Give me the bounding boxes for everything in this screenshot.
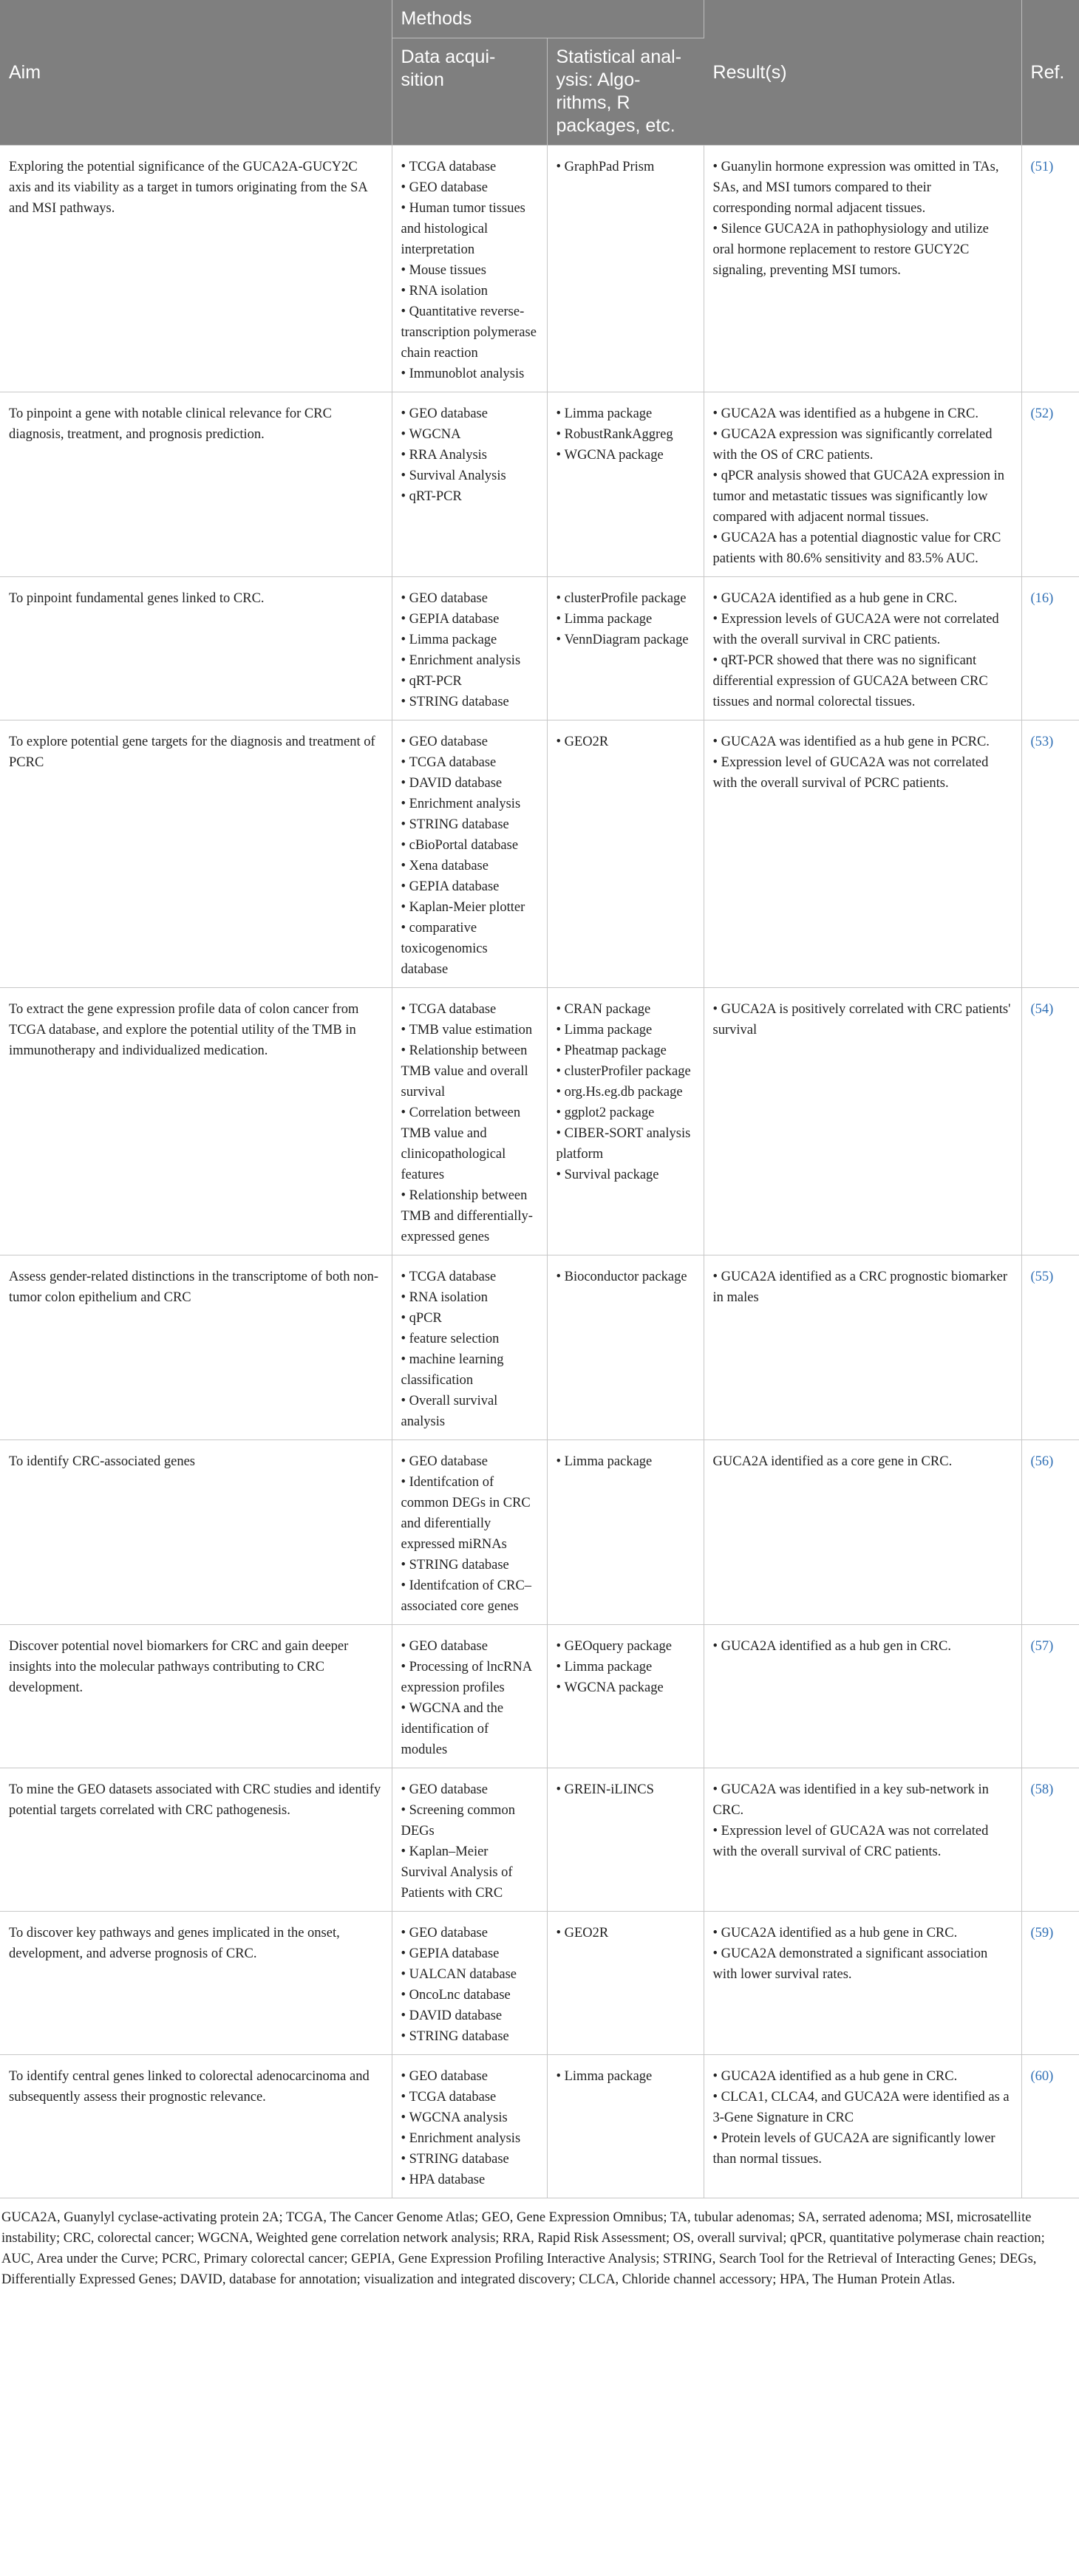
statistical-analysis-header: Statistical anal-ysis: Algo-rithms, R packages, etc. [547,38,704,146]
data-acquisition-item: • GEPIA database [401,876,538,897]
data-acquisition-item: • feature selection [401,1329,538,1349]
reference-cell: (57) [1021,1625,1079,1768]
methods-header: Methods [392,0,704,38]
data-acquisition-item: • Survival Analysis [401,466,538,486]
statistical-analysis-list [556,2066,695,2087]
result-item: • GUCA2A is positively correlated with CRC patients' survival [713,999,1012,1040]
data-acquisition-cell [392,577,547,720]
statistical-analysis-item: • WGCNA package [556,445,695,466]
result-item: • qRT-PCR showed that there was no significant differential expression of GUCA2A between CRC tissues and normal colorectal tissues. [713,650,1012,712]
aim-cell: To identify central genes linked to colorectal adenocarcinoma and subsequently assess their prognostic relevance. [0,2055,392,2198]
reference-cell: (53) [1021,720,1079,988]
data-acquisition-item: • Xena database [401,856,538,876]
data-acquisition-item: • Overall survival analysis [401,1391,538,1432]
result-item: • CLCA1, CLCA4, and GUCA2A were identified as a 3-Gene Signature in CRC [713,2087,1012,2128]
data-acquisition-item: • STRING database [401,2149,538,2170]
data-acquisition-item: • Quantitative reverse-transcription polymerase chain reaction [401,301,538,364]
result-item: • GUCA2A identified as a hub gene in CRC. [713,2066,1012,2087]
statistical-analysis-item: • org.Hs.eg.db package [556,1082,695,1103]
data-acquisition-item: • RNA isolation [401,1287,538,1308]
table-row [0,392,1079,577]
data-acquisition-list [401,999,538,1247]
data-acquisition-item: • GEPIA database [401,609,538,630]
statistical-analysis-list [556,1779,695,1800]
data-acquisition-item: • OncoLnc database [401,1985,538,2006]
data-acquisition-list [401,403,538,507]
data-acquisition-item: • WGCNA [401,424,538,445]
data-acquisition-list [401,732,538,980]
statistical-analysis-list [556,999,695,1185]
data-acquisition-item: • Relationship between TMB and differentially-expressed genes [401,1185,538,1247]
table-row [0,1625,1079,1768]
data-acquisition-item: • GEO database [401,177,538,198]
statistical-analysis-item: • clusterProfile package [556,588,695,609]
table-row [0,720,1079,988]
data-acquisition-item: • TCGA database [401,999,538,1020]
data-acquisition-list [401,157,538,384]
table-row [0,988,1079,1255]
result-item: • GUCA2A expression was significantly correlated with the OS of CRC patients. [713,424,1012,466]
result-item: • Guanylin hormone expression was omitted in TAs, SAs, and MSI tumors compared to their corresponding normal adjacent tissues. [713,157,1012,219]
results-cell [704,146,1021,392]
reference-cell: (58) [1021,1768,1079,1912]
data-acquisition-cell [392,1255,547,1440]
results-cell [704,1255,1021,1440]
results-cell [704,1768,1021,1912]
statistical-analysis-list [556,732,695,752]
data-acquisition-item: • Kaplan-Meier plotter [401,897,538,918]
data-acquisition-cell [392,1625,547,1768]
data-acquisition-list [401,2066,538,2190]
result-item: • Protein levels of GUCA2A are significantly lower than normal tissues. [713,2128,1012,2170]
data-acquisition-item: • GEO database [401,1779,538,1800]
reference-cell: (16) [1021,577,1079,720]
data-acquisition-item: • TCGA database [401,2087,538,2108]
data-acquisition-cell [392,146,547,392]
result-item: • GUCA2A demonstrated a significant association with lower survival rates. [713,1943,1012,1985]
statistical-analysis-cell [547,1912,704,2055]
results-cell [704,1625,1021,1768]
statistical-analysis-cell [547,392,704,577]
result-item: • GUCA2A identified as a hub gene in CRC. [713,588,1012,609]
results-header: Result(s) [704,0,1021,146]
result-item: • GUCA2A identified as a hub gen in CRC. [713,1636,1012,1657]
result-list [713,732,1012,794]
result-list [713,1636,1012,1657]
data-acquisition-item: • RRA Analysis [401,445,538,466]
result-item: • Silence GUCA2A in pathophysiology and utilize oral hormone replacement to restore GUCY2C signaling, preventing MSI tumors. [713,219,1012,281]
aim-cell: To mine the GEO datasets associated with CRC studies and identify potential targets correlated with CRC pathogenesis. [0,1768,392,1912]
data-acquisition-item: • GEPIA database [401,1943,538,1964]
data-acquisition-item: • TMB value estimation [401,1020,538,1040]
result-list [713,1923,1012,1985]
aim-cell: To pinpoint fundamental genes linked to CRC. [0,577,392,720]
data-acquisition-cell [392,988,547,1255]
data-acquisition-item: • comparative toxicogenomics database [401,918,538,980]
table-row [0,146,1079,392]
statistical-analysis-item: • Limma package [556,1657,695,1677]
result-item: • qPCR analysis showed that GUCA2A expression in tumor and metastatic tissues was significantly low compared with adjacent normal tissues. [713,466,1012,528]
statistical-analysis-cell [547,1440,704,1625]
result-list [713,588,1012,712]
statistical-analysis-item: • Survival package [556,1165,695,1185]
data-acquisition-item: • STRING database [401,1555,538,1575]
data-acquisition-list [401,1923,538,2047]
statistical-analysis-cell [547,1255,704,1440]
data-acquisition-item: • Screening common DEGs [401,1800,538,1841]
statistical-analysis-list [556,1636,695,1698]
data-acquisition-item: • Kaplan–Meier Survival Analysis of Patients with CRC [401,1841,538,1904]
statistical-analysis-item: • GEO2R [556,732,695,752]
result-item: • GUCA2A was identified as a hub gene in PCRC. [713,732,1012,752]
data-acquisition-item: • Identifcation of CRC–associated core genes [401,1575,538,1617]
data-acquisition-item: • STRING database [401,814,538,835]
table-body [0,146,1079,2198]
data-acquisition-item: • Enrichment analysis [401,794,538,814]
data-acquisition-item: • cBioPortal database [401,835,538,856]
aim-cell: To pinpoint a gene with notable clinical relevance for CRC diagnosis, treatment, and prognosis prediction. [0,392,392,577]
statistical-analysis-item: • Pheatmap package [556,1040,695,1061]
statistical-analysis-item: • CIBER-SORT analysis platform [556,1123,695,1165]
aim-cell: Exploring the potential significance of the GUCA2A-GUCY2C axis and its viability as a target in tumors originating from the SA and MSI pathways. [0,146,392,392]
statistical-analysis-cell [547,577,704,720]
table-footnote: GUCA2A, Guanylyl cyclase-activating protein 2A; TCGA, The Cancer Genome Atlas; GEO, Gene Expression Omnibus; TA, tubular adenomas; SA, serrated adenoma; MSI, microsatellite instability; CRC, colorectal cancer; WGCNA, Weighted gene correlation network analysis; RRA, Rapid Risk Assessment; OS, overall survival; qPCR, quantitative polymerase chain reaction; AUC, Area under the Curve; PCRC, Primary colorectal cancer; GEPIA, Gene Expression Profiling Interactive Analysis; STRING, Search Tool for the Retrieval of Interacting Genes; DEGs, Differentially Expressed Genes; DAVID, database for annotation; visualization and integrated discovery; CLCA, Chloride channel accessory; HPA, The Human Protein Atlas. [1,2210,1045,2287]
data-acquisition-item: • GEO database [401,1636,538,1657]
table-row [0,1768,1079,1912]
reference-cell: (60) [1021,2055,1079,2198]
statistical-analysis-list [556,1923,695,1943]
data-acquisition-list [401,1451,538,1617]
data-acquisition-item: • HPA database [401,2170,538,2190]
results-cell: GUCA2A identified as a core gene in CRC. [704,1440,1021,1625]
data-acquisition-item: • RNA isolation [401,281,538,301]
statistical-analysis-cell [547,1768,704,1912]
statistical-analysis-item: • GEO2R [556,1923,695,1943]
statistical-analysis-cell [547,720,704,988]
statistical-analysis-item: • GREIN-iLINCS [556,1779,695,1800]
data-acquisition-item: • DAVID database [401,773,538,794]
statistical-analysis-item: • Limma package [556,1451,695,1472]
result-item: • Expression levels of GUCA2A were not correlated with the overall survival in CRC patients. [713,609,1012,650]
results-cell [704,720,1021,988]
statistical-analysis-item: • ggplot2 package [556,1103,695,1123]
data-acquisition-item: • TCGA database [401,157,538,177]
data-acquisition-item: • STRING database [401,692,538,712]
data-acquisition-item: • Enrichment analysis [401,650,538,671]
statistical-analysis-item: • VennDiagram package [556,630,695,650]
result-item: • GUCA2A was identified as a hubgene in CRC. [713,403,1012,424]
data-acquisition-item: • UALCAN database [401,1964,538,1985]
results-cell [704,2055,1021,2198]
aim-cell: To explore potential gene targets for the diagnosis and treatment of PCRC [0,720,392,988]
statistical-analysis-item: • Limma package [556,403,695,424]
data-acquisition-item: • Mouse tissues [401,260,538,281]
aim-cell: To extract the gene expression profile data of colon cancer from TCGA database, and explore the potential utility of the TMB in immunotherapy and individualized medication. [0,988,392,1255]
result-list [713,2066,1012,2170]
result-item: • GUCA2A has a potential diagnostic value for CRC patients with 80.6% sensitivity and 83.5% AUC. [713,528,1012,569]
statistical-analysis-cell [547,146,704,392]
data-acquisition-item: • GEO database [401,588,538,609]
data-acquisition-item: • qPCR [401,1308,538,1329]
results-cell [704,392,1021,577]
reference-cell: (55) [1021,1255,1079,1440]
data-acquisition-cell [392,1768,547,1912]
data-acquisition-cell [392,1912,547,2055]
result-list [713,1779,1012,1862]
result-list [713,1267,1012,1308]
data-acquisition-item: • GEO database [401,2066,538,2087]
data-acquisition-item: • Correlation between TMB value and clinicopathological features [401,1103,538,1185]
aim-header: Aim [0,0,392,146]
data-acquisition-item: • Relationship between TMB value and overall survival [401,1040,538,1103]
data-acquisition-item: • Human tumor tissues and histological interpretation [401,198,538,260]
result-item: • Expression level of GUCA2A was not correlated with the overall survival of CRC patients. [713,1821,1012,1862]
result-item: • GUCA2A identified as a CRC prognostic biomarker in males [713,1267,1012,1308]
data-acquisition-list [401,1636,538,1760]
reference-cell: (51) [1021,146,1079,392]
reference-cell: (59) [1021,1912,1079,2055]
result-list [713,157,1012,281]
statistical-analysis-list [556,1451,695,1472]
data-acquisition-item: • Identifcation of common DEGs in CRC and diferentially expressed miRNAs [401,1472,538,1555]
aim-cell: Discover potential novel biomarkers for CRC and gain deeper insights into the molecular pathways contributing to CRC development. [0,1625,392,1768]
aim-cell: To identify CRC-associated genes [0,1440,392,1625]
result-list [713,999,1012,1040]
statistical-analysis-item: • WGCNA package [556,1677,695,1698]
data-acquisition-header: Data acqui-sition [392,38,547,146]
statistical-analysis-list [556,403,695,466]
reference-cell: (56) [1021,1440,1079,1625]
statistical-analysis-list [556,588,695,650]
data-acquisition-cell [392,720,547,988]
data-acquisition-item: • TCGA database [401,752,538,773]
data-acquisition-list [401,1267,538,1432]
data-acquisition-item: • DAVID database [401,2006,538,2026]
data-acquisition-item: • STRING database [401,2026,538,2047]
statistical-analysis-item: • Limma package [556,1020,695,1040]
data-acquisition-item: • Enrichment analysis [401,2128,538,2149]
statistical-analysis-item: • GEOquery package [556,1636,695,1657]
data-acquisition-cell [392,392,547,577]
table-row [0,2055,1079,2198]
data-acquisition-cell [392,2055,547,2198]
result-item: • Expression level of GUCA2A was not correlated with the overall survival of PCRC patients. [713,752,1012,794]
table-row [0,1440,1079,1625]
aim-cell: To discover key pathways and genes implicated in the onset, development, and adverse prognosis of CRC. [0,1912,392,2055]
data-acquisition-list [401,588,538,712]
data-acquisition-item: • GEO database [401,1923,538,1943]
statistical-analysis-cell [547,1625,704,1768]
data-acquisition-item: • GEO database [401,403,538,424]
results-cell [704,988,1021,1255]
ref-header: Ref. [1021,0,1079,146]
result-item: • GUCA2A was identified in a key sub-network in CRC. [713,1779,1012,1821]
reference-cell: (54) [1021,988,1079,1255]
statistical-analysis-item: • Limma package [556,609,695,630]
data-acquisition-item: • qRT-PCR [401,671,538,692]
aim-cell: Assess gender-related distinctions in the transcriptome of both non-tumor colon epithelium and CRC [0,1255,392,1440]
table-row [0,1912,1079,2055]
data-acquisition-cell [392,1440,547,1625]
result-item: • GUCA2A identified as a hub gene in CRC. [713,1923,1012,1943]
data-acquisition-item: • GEO database [401,732,538,752]
data-acquisition-item: • WGCNA and the identification of modules [401,1698,538,1760]
statistical-analysis-item: • Bioconductor package [556,1267,695,1287]
statistical-analysis-cell [547,988,704,1255]
statistical-analysis-list [556,1267,695,1287]
statistical-analysis-item: • Limma package [556,2066,695,2087]
data-acquisition-item: • Immunoblot analysis [401,364,538,384]
table-row [0,1255,1079,1440]
result-list [713,403,1012,569]
reference-cell: (52) [1021,392,1079,577]
statistical-analysis-item: • clusterProfiler package [556,1061,695,1082]
data-acquisition-item: • WGCNA analysis [401,2108,538,2128]
statistical-analysis-item: • GraphPad Prism [556,157,695,177]
results-cell [704,1912,1021,2055]
statistical-analysis-cell [547,2055,704,2198]
data-acquisition-list [401,1779,538,1904]
data-acquisition-item: • machine learning classification [401,1349,538,1391]
data-acquisition-item: • qRT-PCR [401,486,538,507]
statistical-analysis-list [556,157,695,177]
data-acquisition-item: • Limma package [401,630,538,650]
table-header [0,0,1079,146]
data-acquisition-item: • GEO database [401,1451,538,1472]
data-acquisition-item: • TCGA database [401,1267,538,1287]
statistical-analysis-item: • RobustRankAggreg [556,424,695,445]
table-row [0,577,1079,720]
results-cell [704,577,1021,720]
statistical-analysis-item: • CRAN package [556,999,695,1020]
data-acquisition-item: • Processing of lncRNA expression profiles [401,1657,538,1698]
